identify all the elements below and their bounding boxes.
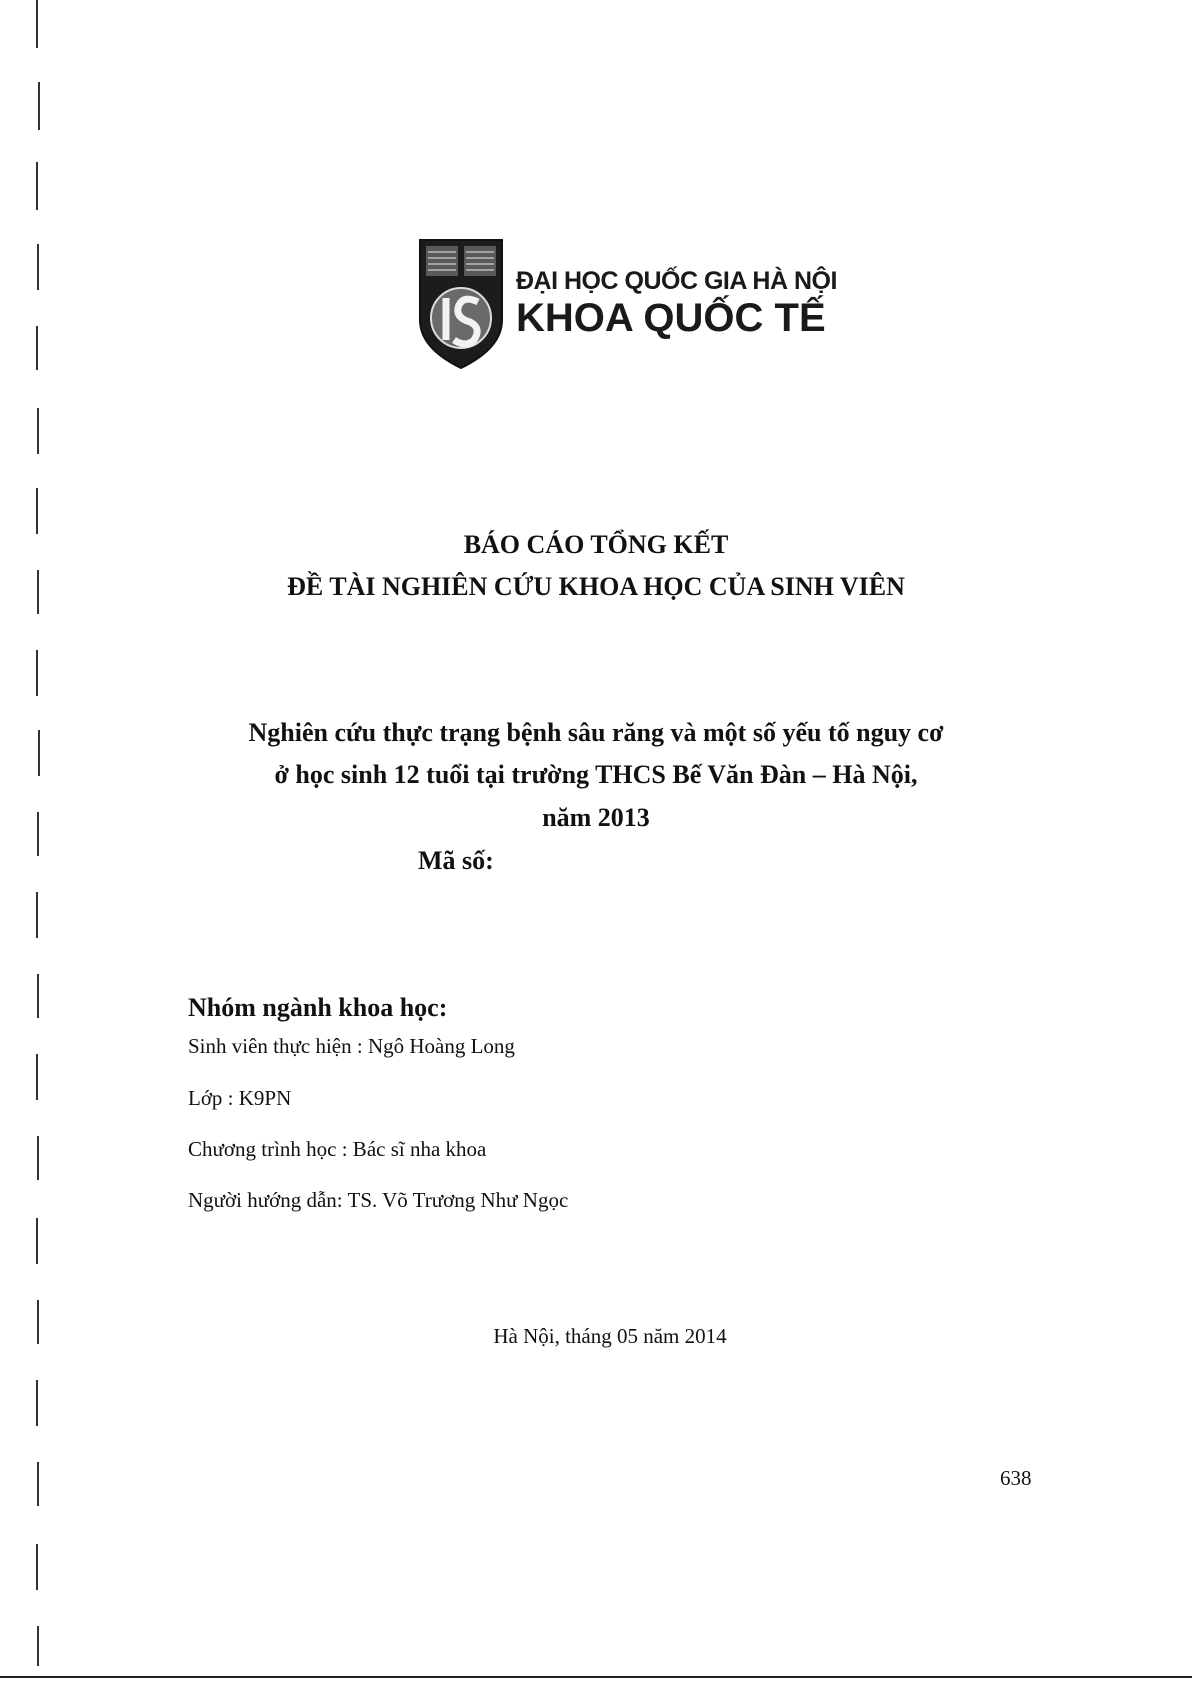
program-line: Chương trình học : Bác sĩ nha khoa <box>188 1137 487 1161</box>
binding-edge-artifact <box>34 0 64 1684</box>
topic-title-line-3: năm 2013 <box>542 803 650 832</box>
student-line: Sinh viên thực hiện : Ngô Hoàng Long <box>188 1034 515 1058</box>
logo-text <box>516 266 837 340</box>
report-subtitle: ĐỀ TÀI NGHIÊN CỨU KHOA HỌC CỦA SINH VIÊN <box>287 572 905 601</box>
report-title: BÁO CÁO TỔNG KẾT <box>463 530 729 559</box>
advisor-line: Người hướng dẫn: TS. Võ Trương Như Ngọc <box>188 1188 569 1212</box>
shield-book-emblem-icon <box>416 236 506 370</box>
faculty-name: KHOA QUỐC TẾ <box>516 296 826 340</box>
project-code-label: Mã số: <box>418 846 494 875</box>
university-logo <box>416 236 836 372</box>
topic-title-line-2: ở học sinh 12 tuổi tại trường THCS Bế Văn Đàn – Hà Nội, <box>274 760 918 789</box>
class-line: Lớp : K9PN <box>188 1086 292 1110</box>
university-name: ĐẠI HỌC QUỐC GIA HÀ NỘI <box>516 267 837 295</box>
topic-title-line-1: Nghiên cứu thực trạng bệnh sâu răng và một số yếu tố nguy cơ <box>248 718 944 747</box>
page-number: 638 <box>1000 1466 1032 1490</box>
scan-bottom-edge <box>0 1676 1192 1678</box>
field-group-label: Nhóm ngành khoa học: <box>188 993 448 1022</box>
place-date-line: Hà Nội, tháng 05 năm 2014 <box>493 1324 727 1348</box>
